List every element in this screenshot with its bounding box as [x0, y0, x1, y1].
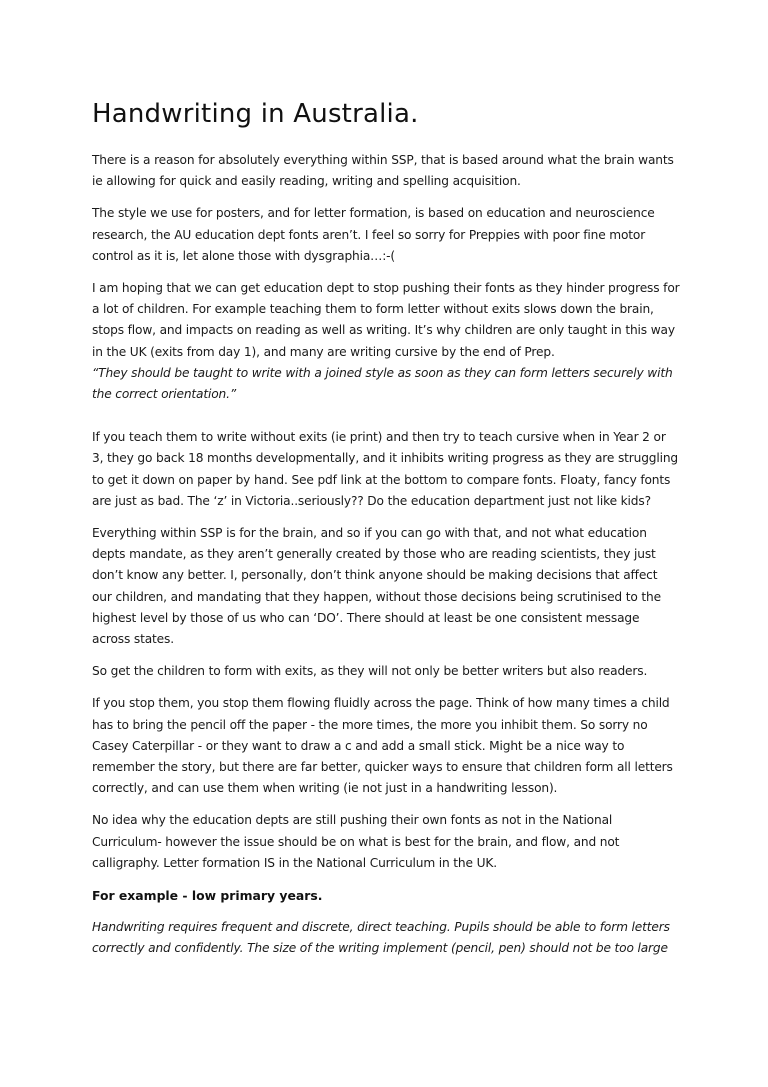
paragraph-6: So get the children to form with exits, as they will not only be better writers but also readers.	[92, 664, 648, 679]
document-page	[92, 97, 680, 971]
final-paragraph: Handwriting requires frequent and discrete, direct teaching. Pupils should be able to form letters correctly and confidently. The size of the writing implement (pencil, pen) should not be too large	[92, 920, 670, 956]
paragraph-7: If you stop them, you stop them flowing fluidly across the page. Think of how many times a child has to bring the pencil off the paper - the more times, the more you inhibit them. So sorry no Casey Caterpillar - or they want to draw a c and add a small stick. Might be a nice way to remember the story, but there are far better, quicker ways to ensure that children form all letters correctly, and can use them when writing (ie not just in a handwriting lesson).	[92, 696, 673, 796]
paragraph-3: I am hoping that we can get education dept to stop pushing their fonts as they hinder progress for a lot of children. For example teaching them to form letter without exits slows down the brain, stops flow, and impacts on reading as well as writing. It’s why children are only taught in this way in the UK (exits from day 1), and many are writing cursive by the end of Prep.	[92, 281, 680, 359]
paragraph-1: There is a reason for absolutely everything within SSP, that is based around what the brain wants ie allowing for quick and easily reading, writing and spelling acquisition.	[92, 153, 674, 189]
section-subheading: For example - low primary years.	[92, 888, 323, 904]
paragraph-3-with-quote	[92, 278, 680, 405]
quote-text: “They should be taught to write with a joined style as soon as they can form letters securely with the correct orientation.”	[92, 365, 673, 402]
paragraph-2: The style we use for posters, and for letter formation, is based on education and neuroscience research, the AU education dept fonts aren’t. I feel so sorry for Preppies with poor fine motor control as it is, let alone those with dysgraphia…:-(	[92, 206, 655, 263]
document-title: Handwriting in Australia.	[92, 99, 419, 129]
paragraph-5: Everything within SSP is for the brain, and so if you can go with that, and not what education depts mandate, as they aren’t generally created by those who are reading scientists, they just don’t know any better. I, personally, don’t think anyone should be making decisions that affect our children, and mandating that they happen, without those decisions being scrutinised to the highest level by those of us who can ‘DO’. There should at least be one consistent message across states.	[92, 526, 661, 647]
paragraph-4: If you teach them to write without exits (ie print) and then try to teach cursive when in Year 2 or 3, they go back 18 months developmentally, and it inhibits writing progress as they are struggling to get it down on paper by hand. See pdf link at the bottom to compare fonts. Floaty, fancy fonts are just as bad. The ‘z’ in Victoria..seriously?? Do the education department just not like kids?	[92, 430, 679, 508]
paragraph-8: No idea why the education depts are still pushing their own fonts as not in the National Curriculum- however the issue should be on what is best for the brain, and flow, and not calligraphy. Letter formation IS in the National Curriculum in the UK.	[92, 813, 620, 870]
